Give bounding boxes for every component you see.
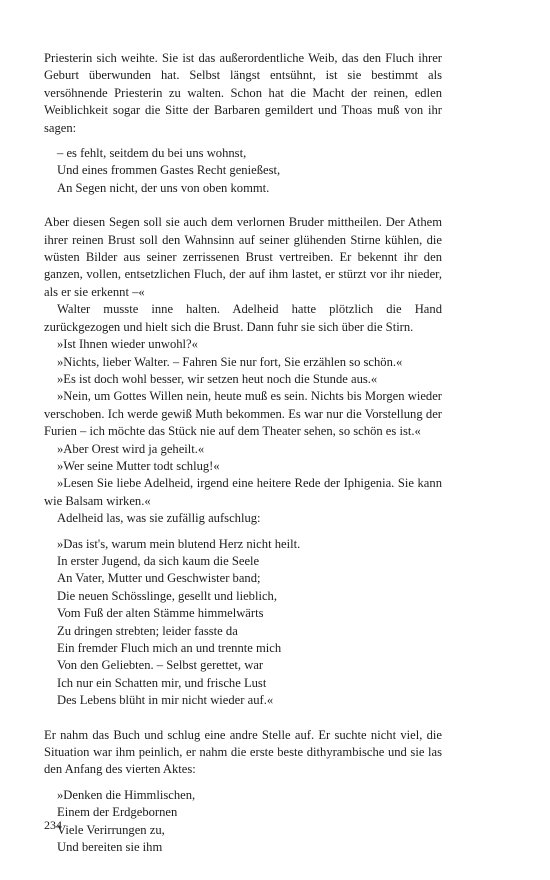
verse-line: Vom Fuß der alten Stämme himmelwärts <box>57 606 264 621</box>
dialogue-paragraph: »Wer seine Mutter todt schlug!« <box>57 458 220 473</box>
verse-line: Die neuen Schösslinge, gesellt und lieblich, <box>57 588 277 603</box>
verse-line: An Vater, Mutter und Geschwister band; <box>57 571 261 586</box>
dialogue-paragraph: Adelheid las, was sie zufällig aufschlug: <box>57 511 261 526</box>
book-page-text <box>44 50 442 856</box>
verse-line: Einem der Erdgebornen <box>57 805 178 820</box>
verse-quote-iphigenia <box>44 536 442 710</box>
verse-line: Ein fremder Fluch mich an und trennte mich <box>57 641 282 655</box>
verse-line: Ich nur ein Schatten mir, und frische Lust <box>57 675 267 690</box>
dialogue-paragraph: »Ist Ihnen wieder unwohl?« <box>57 337 198 352</box>
verse-line: – es fehlt, seitdem du bei uns wohnst, <box>57 146 247 161</box>
dialogue-paragraph: »Aber Orest wird ja geheilt.« <box>57 441 205 456</box>
dialogue-paragraph: Walter musste inne halten. Adelheid hatte plötzlich die Hand zurückgezogen und hielt sich die Brust. Dann fuhr sie sich über die Stirn. <box>44 302 442 334</box>
verse-line: In erster Jugend, da sich kaum die Seele <box>57 553 260 568</box>
verse-line: Viele Verirrungen zu, <box>57 822 165 837</box>
verse-line: An Segen nicht, der uns von oben kommt. <box>57 180 270 195</box>
verse-line: Des Lebens blüht in mir nicht wieder auf.« <box>57 693 274 708</box>
page-number: 234 <box>44 818 62 832</box>
verse-quote-himmlischen <box>44 787 442 857</box>
verse-line: Und eines frommen Gastes Recht genießest, <box>57 163 281 178</box>
verse-line: Und bereiten sie ihm <box>57 840 163 855</box>
verse-line: Von den Geliebten. – Selbst gerettet, war <box>57 658 264 673</box>
dialogue-paragraph: »Lesen Sie liebe Adelheid, irgend eine heitere Rede der Iphigenia. Sie kann wie Balsam wirken.« <box>44 476 442 508</box>
intro-paragraph: Priesterin sich weihte. Sie ist das außerordentliche Weib, das den Fluch ihrer Geburt überwunden hat. Selbst längst entsühnt, ist sie bestimmt als versöhnende Priesterin zu walten. Schon hat die Macht der reinen, edlen Weiblichkeit sogar die Sitte der Barbaren gemildert und Thoas muß von ihr sagen: <box>44 51 442 135</box>
paragraph-buch: Er nahm das Buch und schlug eine andre Stelle auf. Er suchte nicht viel, die Situation war ihm peinlich, er nahm die erste beste dithyrambische und sie las den Anfang des vierten Aktes: <box>44 727 442 777</box>
verse-line: »Das ist's, warum mein blutend Herz nicht heilt. <box>57 536 301 551</box>
paragraph-segen: Aber diesen Segen soll sie auch dem verlornen Bruder mittheilen. Der Athem ihrer reinen Brust soll den Wahnsinn auf seiner glühenden Stirne kühlen, die wüsten Bilder aus seiner zerrissenen Brust vertreiben. Er bekennt ihr den ganzen, vollen, entsetzlichen Fluch, der auf ihm lastet, er stürzt vor ihr nieder, als er sie erkennt –« <box>44 215 442 299</box>
verse-quote-thoas <box>44 145 442 197</box>
verse-line: »Denken die Himmlischen, <box>57 787 196 802</box>
dialogue-paragraph: »Nein, um Gottes Willen nein, heute muß es sein. Nichts bis Morgen wieder verschoben. Ich werde gewiß Muth bekommen. Es war nur die Vorstellung der Furien – ich möchte das Stück nie auf dem Theater sehen, so schön es ist.« <box>44 389 442 439</box>
dialogue-paragraph: »Nichts, lieber Walter. – Fahren Sie nur fort, Sie erzählen so schön.« <box>57 354 403 369</box>
dialogue-paragraph: »Es ist doch wohl besser, wir setzen heut noch die Stunde aus.« <box>57 371 378 386</box>
verse-line: Zu dringen strebten; leider fasste da <box>57 623 238 638</box>
